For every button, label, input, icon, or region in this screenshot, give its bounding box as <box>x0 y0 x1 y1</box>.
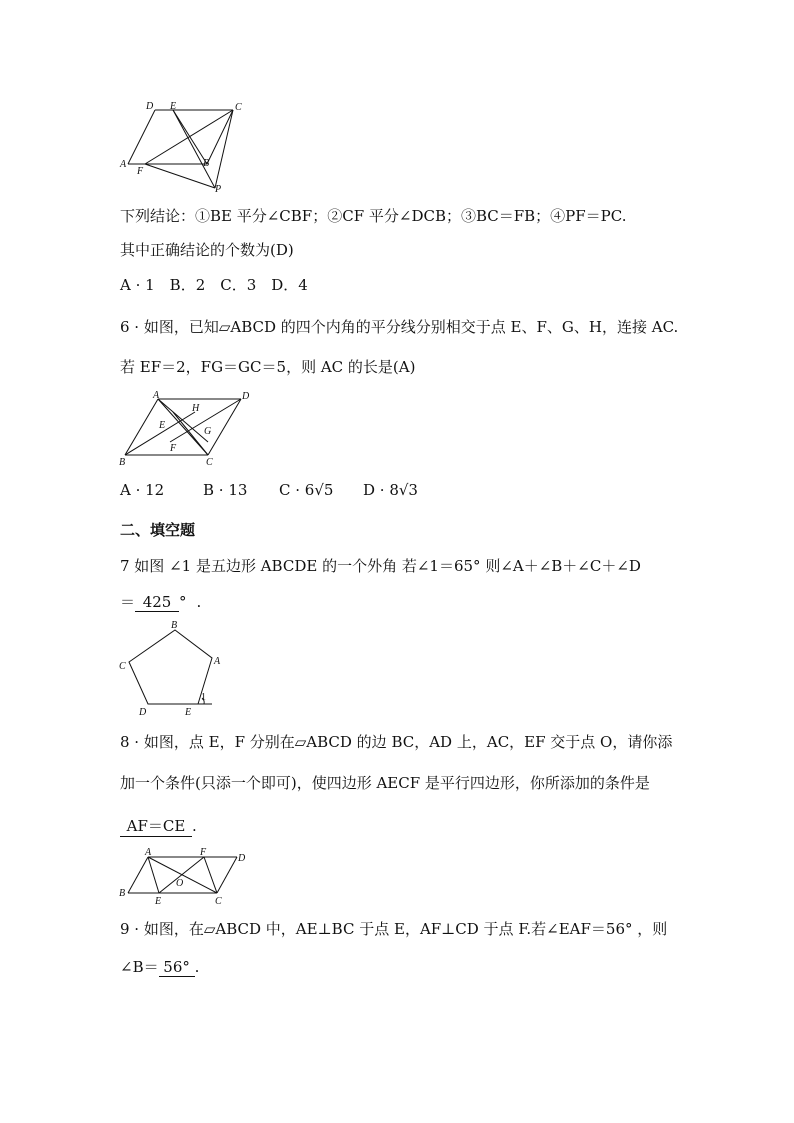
q8-end: . <box>192 817 197 835</box>
q5-label-F: F <box>137 166 144 177</box>
q8-label-O: O <box>176 878 184 889</box>
q7-line1: 7 如图 ∠1 是五边形 ABCDE 的一个外角 若∠1＝65° 则∠A＋∠B＋∠C＋∠D <box>120 557 641 575</box>
q8-line1: 8 · 如图，点 E，F 分别在▱ABCD 的边 BC，AD 上，AC，EF 交于点 O，请你添 <box>120 733 673 751</box>
q6-label-F: F <box>170 443 177 454</box>
q7-eq: ＝ <box>120 593 136 611</box>
q6-label-B: B <box>119 457 126 468</box>
q5-label-E: E <box>170 101 177 112</box>
q7-answer-line <box>120 591 201 612</box>
q8-label-D: D <box>238 853 246 864</box>
q6-option-d: D · 8√3 <box>363 481 418 499</box>
q7-label-1: 1 <box>201 692 206 703</box>
q9-prefix: ∠B＝ <box>120 958 159 976</box>
q7-label-D: D <box>139 707 147 718</box>
q5-figure <box>115 98 255 196</box>
q9-line1: 9 · 如图，在▱ABCD 中，AE⊥BC 于点 E，AF⊥CD 于点 F.若∠EAF＝56° ，则 <box>120 920 668 938</box>
section-title-fill-in: 二、填空题 <box>120 521 196 539</box>
q6-option-a: A · 12 <box>120 481 165 499</box>
q5-count-line <box>120 239 294 260</box>
q7-unit: ° <box>179 593 187 611</box>
q6-label-H: H <box>192 403 200 414</box>
q8-answer: AF＝CE <box>120 815 192 837</box>
q7-figure <box>115 618 225 718</box>
q7-label-B: B <box>171 620 178 631</box>
q6-option-c: C · 6√5 <box>279 481 334 499</box>
q5-answer: D <box>275 241 288 259</box>
q6-label-C: C <box>206 457 213 468</box>
q8-label-C: C <box>215 896 222 907</box>
q7-label-A: A <box>214 656 221 667</box>
q5-label-P: P <box>215 184 222 195</box>
q7-end: . <box>196 593 202 611</box>
q8-label-B: B <box>119 888 126 899</box>
q5-label-D: D <box>146 101 154 112</box>
q8-figure <box>115 843 255 908</box>
q6-line2: 若 EF＝2，FG＝GC＝5，则 AC 的长是(A) <box>120 358 416 376</box>
q5-label-B: B <box>203 158 210 169</box>
q7-answer: 425 <box>135 593 179 612</box>
q6-label-G: G <box>204 426 212 437</box>
q9-answer: 56° <box>159 958 195 977</box>
q5-options: A · 1 B．2 C．3 D．4 <box>120 276 308 294</box>
q6-line1: 6 · 如图，已知▱ABCD 的四个内角的平分线分别相交于点 E、F、G、H，连接 AC. <box>120 318 679 336</box>
q8-label-E: E <box>155 896 162 907</box>
q5-label-C: C <box>235 102 242 113</box>
q8-label-F: F <box>200 847 207 858</box>
q9-end: . <box>194 958 200 976</box>
q5-count-prompt: 其中正确结论的个数为( <box>120 241 276 259</box>
q8-answer-line <box>120 815 197 837</box>
q8-label-A: A <box>145 847 152 858</box>
q6-label-E: E <box>159 420 166 431</box>
q5-conclusions: 下列结论：①BE 平分∠CBF；②CF 平分∠DCB；③BC＝FB；④PF＝PC. <box>120 207 627 225</box>
q6-figure <box>115 390 265 470</box>
q6-label-A: A <box>153 390 160 401</box>
q7-label-E: E <box>185 707 192 718</box>
q6-label-D: D <box>242 391 250 402</box>
q6-option-b: B · 13 <box>203 481 248 499</box>
q5-count-close: ) <box>287 241 294 259</box>
q8-line2: 加一个条件(只添一个即可)，使四边形 AECF 是平行四边形，你所添加的条件是 <box>120 774 650 792</box>
q9-answer-line <box>120 956 199 977</box>
q7-label-C: C <box>119 661 126 672</box>
q5-label-A: A <box>120 159 127 170</box>
q6-options <box>120 481 418 499</box>
